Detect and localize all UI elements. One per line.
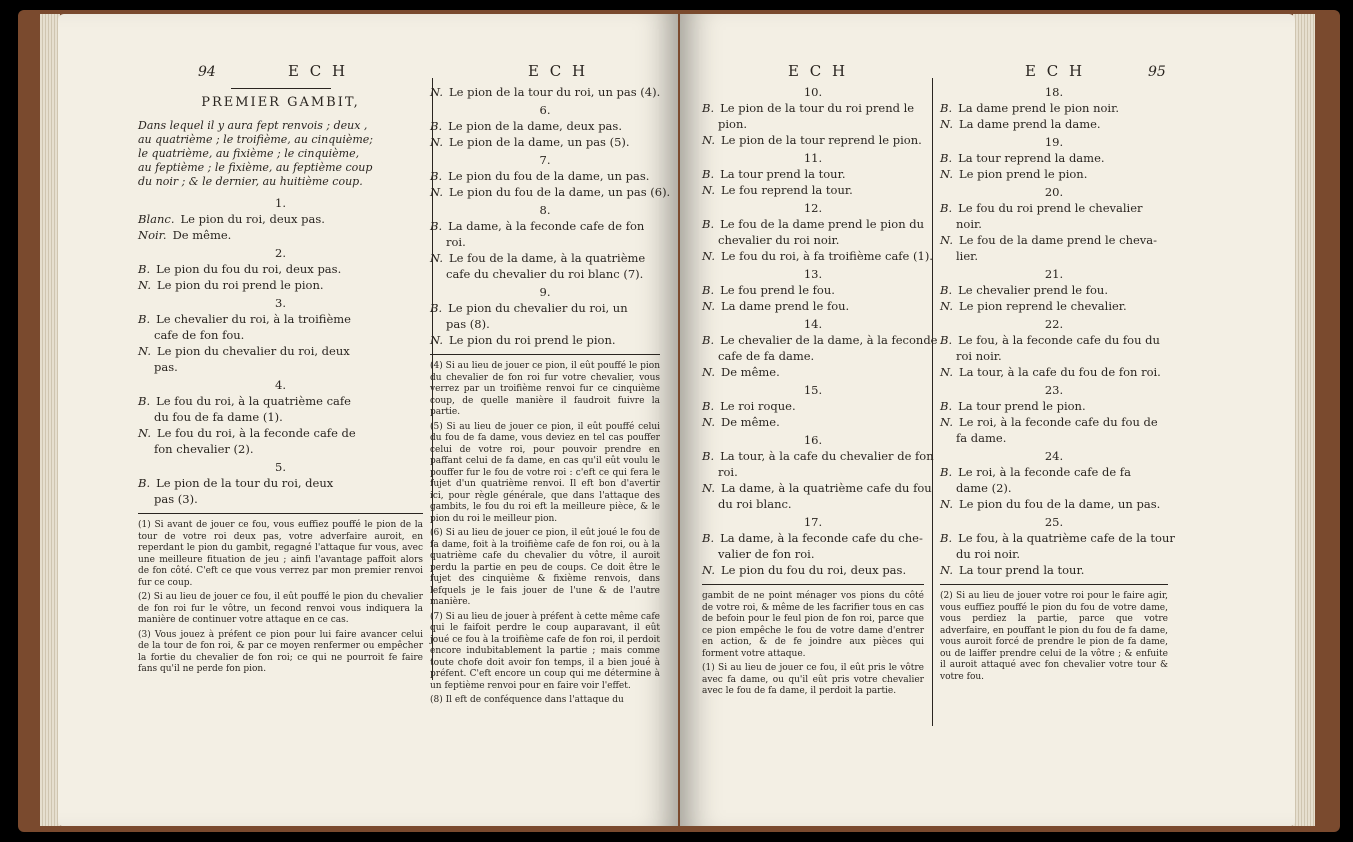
page-edges-left xyxy=(40,14,60,826)
player-label: B. xyxy=(702,167,715,181)
running-header: E C H xyxy=(288,62,349,80)
move-number: 3. xyxy=(275,296,286,310)
move-line xyxy=(702,132,924,148)
footnote: (2) Si au lieu de jouer ce fou, il eût pouffé le pion du chevalier de fon roi fur le vôtre, un fecond renvoi vous indiquera la manière de continuer votre attaque en ce cas. xyxy=(138,592,423,625)
move-line xyxy=(138,343,423,359)
move-number: 13. xyxy=(803,267,823,281)
move-line xyxy=(940,398,1168,414)
move-line xyxy=(430,250,660,266)
move-text: noir. xyxy=(956,217,982,231)
move-number: 6. xyxy=(539,103,551,117)
player-label: B. xyxy=(430,219,443,233)
move-text: Le fou de la dame, à la quatrième xyxy=(448,251,646,265)
running-header: E C H xyxy=(1025,62,1086,80)
move-line xyxy=(702,232,924,248)
player-label: N. xyxy=(702,481,715,495)
move-text: pion. xyxy=(718,117,748,131)
player-label: B. xyxy=(138,394,151,408)
move-line xyxy=(430,184,671,200)
player-label: Noir. xyxy=(138,228,167,242)
page-edges-right xyxy=(1293,14,1315,826)
move-line xyxy=(940,480,1168,496)
move-text: cafe du chevalier du roi blanc (7). xyxy=(446,267,644,281)
player-label: N. xyxy=(940,563,953,577)
move-number: 8. xyxy=(539,203,551,217)
move-text: pas (8). xyxy=(446,317,490,331)
move-line xyxy=(940,298,1168,314)
move-number: 4. xyxy=(275,378,286,392)
move-line xyxy=(940,530,1175,546)
player-label: N. xyxy=(940,365,953,379)
section-intro xyxy=(138,119,423,189)
player-label: B. xyxy=(430,301,443,315)
move-text: Le pion du fou du roi, deux pas. xyxy=(156,262,342,276)
move-text: Le pion du roi prend le pion. xyxy=(156,278,324,292)
move-line xyxy=(940,414,1168,430)
player-label: B. xyxy=(940,465,953,479)
right-page xyxy=(680,14,1295,826)
player-label: N. xyxy=(138,344,151,358)
move-text: Le chevalier de la dame, à la feconde xyxy=(720,333,938,347)
move-line xyxy=(138,311,423,327)
player-label: B. xyxy=(702,283,715,297)
move-line xyxy=(430,266,660,282)
move xyxy=(940,514,1175,578)
move-line xyxy=(138,327,423,343)
move-text: La dame prend la dame. xyxy=(958,117,1101,131)
move-line xyxy=(940,282,1168,298)
move-text: Le pion du chevalier du roi, deux xyxy=(156,344,350,358)
move-line xyxy=(702,546,924,562)
move-number: 21. xyxy=(1044,267,1064,281)
move-line xyxy=(702,496,924,512)
move xyxy=(940,134,1168,182)
player-label: N. xyxy=(940,233,953,247)
move xyxy=(702,382,924,430)
move-text: Le roi, à la feconde cafe du fou de xyxy=(958,415,1158,429)
player-label: N. xyxy=(940,415,953,429)
player-label: N. xyxy=(702,563,715,577)
move-number: 17. xyxy=(803,515,823,529)
player-label: N. xyxy=(702,299,715,313)
player-label: N. xyxy=(430,333,443,347)
move-line xyxy=(702,298,924,314)
move-line xyxy=(702,448,934,464)
move-line xyxy=(138,261,423,277)
move-number: 25. xyxy=(1044,515,1064,529)
move xyxy=(702,432,934,512)
move-text: Le pion du roi prend le pion. xyxy=(448,333,616,347)
move-text: fa dame. xyxy=(956,431,1007,445)
move-text: Le pion de la tour du roi, un pas (4). xyxy=(448,85,661,99)
move-text: fon chevalier (2). xyxy=(154,442,254,456)
move-text: La dame, à la feconde cafe du che- xyxy=(720,531,923,545)
footnote: (8) Il eft de conféquence dans l'attaque du xyxy=(430,695,624,705)
move-text: Le fou, à la quatrième cafe de la tour xyxy=(958,531,1175,545)
move-line xyxy=(702,182,924,198)
move-line xyxy=(940,464,1168,480)
footnote: gambit de ne point ménager vos pions du côté de votre roi, & même de les facrifier tous en cas de befoin pour le feul pion de fon roi, parce que ce pion empêche le fou de votre dame d'entrer en action, & de fe joindre aux pièces qui forment votre attaque. xyxy=(702,591,924,659)
move-line xyxy=(430,168,660,184)
move xyxy=(940,84,1168,132)
player-label: N. xyxy=(702,415,715,429)
player-label: B. xyxy=(940,531,953,545)
move xyxy=(702,266,924,314)
player-label: B. xyxy=(138,262,151,276)
player-label: N. xyxy=(138,426,151,440)
move-text: Le roi, à la feconde cafe de fa xyxy=(958,465,1131,479)
move-line xyxy=(940,546,1168,562)
move xyxy=(702,84,924,148)
player-label: B. xyxy=(940,399,953,413)
move xyxy=(940,266,1168,314)
player-label: N. xyxy=(702,365,715,379)
move-number: 18. xyxy=(1044,85,1064,99)
move-number: 12. xyxy=(803,201,823,215)
move-text: Le pion de la dame, deux pas. xyxy=(448,119,622,133)
move-number: 7. xyxy=(539,153,551,167)
move-text: La tour reprend la dame. xyxy=(958,151,1105,165)
move-line xyxy=(940,200,1168,216)
move-text: pas (3). xyxy=(154,492,198,506)
move-text: Le fou de la dame prend le pion du xyxy=(720,217,925,231)
move xyxy=(940,382,1168,446)
move-line xyxy=(940,348,1168,364)
move-number: 16. xyxy=(803,433,823,447)
move-number: 2. xyxy=(275,246,286,260)
player-label: B. xyxy=(702,399,715,413)
move-line xyxy=(138,393,423,409)
footnote: (5) Si au lieu de jouer ce pion, il eût pouffé celui du fou de fa dame, vous deviez en tel cas pouffer celui de votre roi, pour pouvoir prendre en paffant celui de fa dame, en cas qu'il eût voulu le pouffer fur le fou de votre roi : c'eft ce qui fera le fujet d'un quatrième renvoi. Il eft bon d'avertir ici, pour règle générale, que dans l'attaque des gambits, le fou du roi eft la meilleure pièce, & le pion du roi le meilleur pion. xyxy=(430,421,660,524)
move-line xyxy=(702,116,924,132)
player-label: N. xyxy=(940,299,953,313)
move-line xyxy=(430,300,660,316)
footnote-rule xyxy=(430,354,660,355)
move-number: 24. xyxy=(1044,449,1064,463)
footnote-rule xyxy=(940,584,1168,585)
move-text: Le fou du roi, à la feconde cafe de xyxy=(156,426,356,440)
player-label: B. xyxy=(430,169,443,183)
left-page xyxy=(58,14,678,826)
move-text: La tour, à la cafe du fou de fon roi. xyxy=(958,365,1161,379)
move-text: Le pion du roi, deux pas. xyxy=(180,212,325,226)
move-line xyxy=(940,166,1168,182)
running-header: E C H xyxy=(528,62,589,80)
move-number: 20. xyxy=(1044,185,1064,199)
move-number: 9. xyxy=(539,285,551,299)
move-line xyxy=(430,118,660,134)
player-label: B. xyxy=(940,201,953,215)
move-line xyxy=(138,491,423,507)
move-line xyxy=(702,530,924,546)
move-line xyxy=(702,398,924,414)
move xyxy=(138,195,423,243)
move xyxy=(430,202,660,282)
player-label: N. xyxy=(940,167,953,181)
move-text: du roi blanc. xyxy=(718,497,792,511)
move-text: Le fou prend le fou. xyxy=(720,283,835,297)
move-line xyxy=(430,234,660,250)
title-rule xyxy=(231,88,331,89)
move-number: 1. xyxy=(275,196,286,210)
move-line xyxy=(138,475,423,491)
move-text: lier. xyxy=(956,249,979,263)
player-label: B. xyxy=(702,531,715,545)
player-label: Blanc. xyxy=(138,212,175,226)
move-number: 15. xyxy=(803,383,823,397)
move xyxy=(702,150,924,198)
move-text: Le pion de la dame, un pas (5). xyxy=(448,135,630,149)
move-number: 5. xyxy=(275,460,286,474)
move-line xyxy=(138,211,423,227)
move-line xyxy=(138,227,423,243)
move xyxy=(430,284,660,348)
move-text: roi. xyxy=(718,465,738,479)
move-text: Le fou du roi, à la quatrième cafe xyxy=(156,394,351,408)
running-header: E C H xyxy=(788,62,849,80)
player-label: B. xyxy=(138,312,151,326)
move-text: De même. xyxy=(720,365,780,379)
player-label: B. xyxy=(702,333,715,347)
move-line xyxy=(702,216,924,232)
move-line xyxy=(940,150,1168,166)
move-text: Le pion de la tour du roi, deux xyxy=(156,476,334,490)
move-line xyxy=(702,348,924,364)
move-line xyxy=(940,332,1168,348)
move xyxy=(940,448,1168,512)
move-text: Le fou du roi prend le chevalier xyxy=(958,201,1143,215)
move-text: De même. xyxy=(720,415,780,429)
move-text: La dame, à la quatrième cafe du fou xyxy=(720,481,932,495)
move-text: Le pion de la tour reprend le pion. xyxy=(720,133,922,147)
move-text: Le pion du fou de la dame, un pas. xyxy=(958,497,1161,511)
move-line xyxy=(940,248,1168,264)
move-line xyxy=(940,562,1168,578)
move-text: La dame prend le fou. xyxy=(720,299,850,313)
player-label: B. xyxy=(940,151,953,165)
move-text: La dame prend le pion noir. xyxy=(958,101,1119,115)
footnote: (2) Si au lieu de jouer votre roi pour le faire agir, vous euffiez pouffé le pion du fou de votre dame, vous perdiez la partie, parce que votre adverfaire, en pouffant le pion du fou de fa dame, vous auroit forcé de prendre le pion de fa dame, ou de laiffer prendre celui de la vôtre ; & enfuite il auroit attaqué avec fon chevalier votre tour & votre fou. xyxy=(940,591,1168,682)
move-text: La tour, à la cafe du chevalier de fon xyxy=(720,449,934,463)
page-number: 95 xyxy=(1148,64,1166,80)
move-line xyxy=(702,100,924,116)
move xyxy=(138,377,423,457)
footnote: (1) Si avant de jouer ce fou, vous euffiez pouffé le pion de la tour de votre roi deux pas, votre adverfaire auroit, en reperdant le pion du gambit, regagné l'attaque fur vous, avec une meilleure fituation de jeu ; ainfi l'avantage paffoit alors de fon côté. C'eft ce que vous verrez par mon premier renvoi fur ce coup. xyxy=(138,520,423,588)
move-line xyxy=(702,364,924,380)
move-text: du fou de fa dame (1). xyxy=(154,410,283,424)
footnote: (4) Si au lieu de jouer ce pion, il eût pouffé le pion du chevalier de fon roi fur votre chevalier, vous verrez par un troifième renvoi fur ce cinquième coup, de quelle manière il faudroit fuivre la partie. xyxy=(430,361,660,417)
move-text: Le pion du fou du roi, deux pas. xyxy=(720,563,907,577)
move-text: Le fou, à la feconde cafe du fou du xyxy=(958,333,1160,347)
move-line xyxy=(138,277,423,293)
move-text: Le pion du fou de la dame, un pas (6). xyxy=(448,185,671,199)
move xyxy=(138,459,423,507)
move-line xyxy=(430,84,660,100)
move-number: 14. xyxy=(803,317,823,331)
player-label: B. xyxy=(702,101,715,115)
move xyxy=(138,295,423,375)
move-line xyxy=(702,464,924,480)
player-label: N. xyxy=(430,251,443,265)
move-text: du roi noir. xyxy=(956,547,1021,561)
move-text: La tour prend la tour. xyxy=(958,563,1085,577)
intro-line: du noir ; & le dernier, au huitième coup. xyxy=(138,175,363,188)
move-text: roi. xyxy=(446,235,466,249)
move-line xyxy=(702,414,924,430)
move-number: 22. xyxy=(1044,317,1064,331)
move xyxy=(430,102,660,150)
move xyxy=(430,84,660,100)
move-line xyxy=(430,134,660,150)
move-line xyxy=(940,100,1168,116)
player-label: N. xyxy=(940,117,953,131)
move-text: Le chevalier du roi, à la troifième xyxy=(156,312,351,326)
player-label: B. xyxy=(940,101,953,115)
footnote-rule xyxy=(138,513,423,514)
move xyxy=(702,316,938,380)
move-text: pas. xyxy=(154,360,178,374)
move-line xyxy=(702,282,924,298)
intro-line: au quatrième ; le troifième, au cinquième; xyxy=(138,133,373,146)
move-line xyxy=(702,248,933,264)
page-number: 94 xyxy=(198,64,216,80)
move-line xyxy=(940,232,1168,248)
player-label: N. xyxy=(430,85,443,99)
move-text: La tour prend la tour. xyxy=(720,167,846,181)
move-text: De même. xyxy=(172,228,232,242)
move-text: roi noir. xyxy=(956,349,1002,363)
move-line xyxy=(138,425,423,441)
left-column xyxy=(138,88,423,679)
move xyxy=(138,245,423,293)
player-label: N. xyxy=(702,183,715,197)
footnote-rule xyxy=(702,584,924,585)
move-text: Le pion reprend le chevalier. xyxy=(958,299,1127,313)
move-line xyxy=(702,166,924,182)
player-label: N. xyxy=(138,278,151,292)
move-text: Le pion de la tour du roi prend le xyxy=(720,101,915,115)
move-text: Le chevalier prend le fou. xyxy=(958,283,1108,297)
move-line xyxy=(138,409,423,425)
left-column xyxy=(702,84,938,701)
player-label: B. xyxy=(702,217,715,231)
move-text: La tour prend le pion. xyxy=(958,399,1086,413)
section-title: PREMIER GAMBIT, xyxy=(201,95,360,110)
move-line xyxy=(430,316,660,332)
move-line xyxy=(430,332,660,348)
player-label: B. xyxy=(702,449,715,463)
move xyxy=(940,184,1168,264)
player-label: B. xyxy=(430,119,443,133)
move xyxy=(430,152,671,200)
footnote: (6) Si au lieu de jouer ce pion, il eût joué le fou de fa dame, foit à la troifième cafe de fon roi, ou à la quatrième cafe du chevalier du vôtre, il auroit perdu la partie en peu de coups. Ce doit être le fujet des cinquième & fixième renvois, dans lefquels je le fais jouer de l'une & de l'autre manière. xyxy=(430,528,660,607)
move-line xyxy=(940,496,1168,512)
move xyxy=(702,200,933,264)
move-line xyxy=(702,332,938,348)
move-text: cafe de fa dame. xyxy=(718,349,815,363)
move-line xyxy=(138,359,423,375)
intro-line: Dans lequel il y aura fept renvois ; deux , xyxy=(138,119,368,132)
move-line xyxy=(138,441,423,457)
move-text: valier de fon roi. xyxy=(718,547,815,561)
move-number: 19. xyxy=(1044,135,1064,149)
right-column xyxy=(940,84,1175,686)
player-label: B. xyxy=(138,476,151,490)
column-divider xyxy=(932,78,933,726)
move-number: 11. xyxy=(803,151,823,165)
move-line xyxy=(940,116,1168,132)
move-text: dame (2). xyxy=(956,481,1012,495)
move-line xyxy=(430,218,660,234)
player-label: N. xyxy=(940,497,953,511)
player-label: N. xyxy=(702,133,715,147)
move-text: cafe de fon fou. xyxy=(154,328,245,342)
move-number: 23. xyxy=(1044,383,1064,397)
move-text: Le fou du roi, à fa troifième cafe (1). xyxy=(720,249,933,263)
move-text: Le roi roque. xyxy=(720,399,796,413)
move-line xyxy=(702,480,932,496)
move-number: 10. xyxy=(803,85,823,99)
move-line xyxy=(940,364,1168,380)
move-text: chevalier du roi noir. xyxy=(718,233,840,247)
player-label: B. xyxy=(940,333,953,347)
player-label: N. xyxy=(430,185,443,199)
move xyxy=(940,316,1168,380)
move xyxy=(702,514,924,578)
player-label: N. xyxy=(702,249,715,263)
move-text: Le pion du fou de la dame, un pas. xyxy=(448,169,650,183)
move-line xyxy=(940,216,1168,232)
footnote: (7) Si au lieu de jouer à préfent à cette même cafe qui le faifoit perdre le coup auparavant, il eût joué ce fou à la troifième cafe de fon roi, il perdoit encore indubitablement la partie ; mais comme toute chofe doit avoir fon temps, il a bien joué à préfent. C'eft encore un coup qui me détermine à un feptième renvoi pour en faire voir l'effet. xyxy=(430,611,660,691)
move-text: La dame, à la feconde cafe de fon xyxy=(448,219,645,233)
footnote: (3) Vous jouez à préfent ce pion pour lui faire avancer celui de la tour de fon roi, & par ce moyen renfermer ou empêcher la fortie du chevalier de fon roi; ce qui ne pourroit fe faire fans qu'il ne perde fon pion. xyxy=(138,629,423,674)
move-line xyxy=(702,562,924,578)
move-text: Le pion prend le pion. xyxy=(958,167,1088,181)
move-text: Le pion du chevalier du roi, un xyxy=(448,301,628,315)
move-text: Le fou de la dame prend le cheva- xyxy=(958,233,1158,247)
player-label: N. xyxy=(430,135,443,149)
move-line xyxy=(940,430,1168,446)
move-text: Le fou reprend la tour. xyxy=(720,183,853,197)
intro-line: le quatrième, au fixième ; le cinquième, xyxy=(138,147,360,160)
right-column xyxy=(430,84,671,710)
intro-line: au feptième ; le fixième, au feptième coup xyxy=(138,161,373,174)
player-label: B. xyxy=(940,283,953,297)
footnote: (1) Si au lieu de jouer ce fou, il eût pris le vôtre avec fa dame, ou qu'il eût pris votre chevalier avec le fou de fa dame, il perdoit la partie. xyxy=(702,663,924,696)
